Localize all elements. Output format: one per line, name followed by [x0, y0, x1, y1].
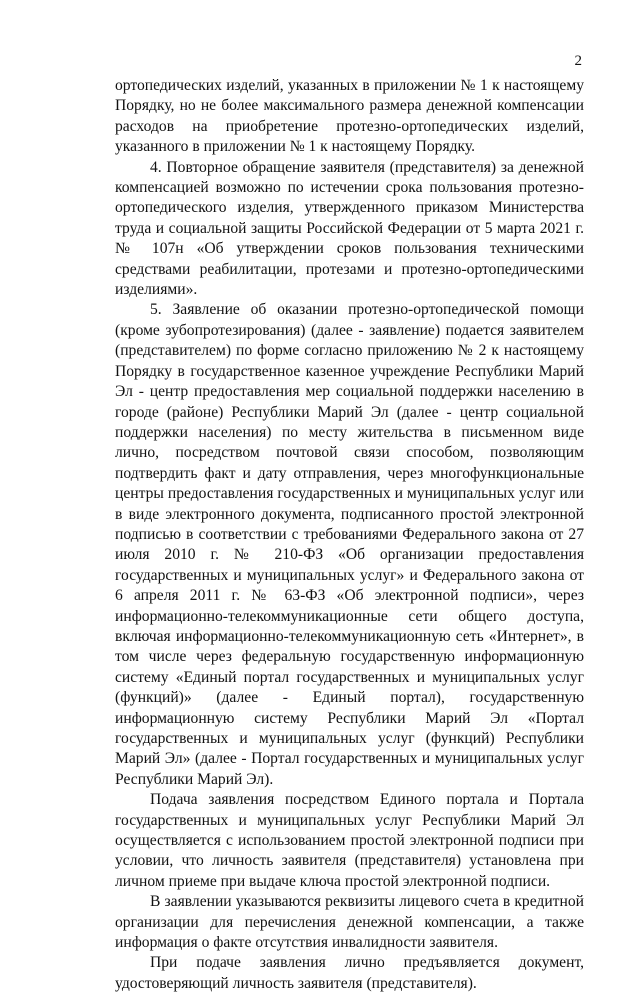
paragraph-account-requisites: В заявлении указываются реквизиты лицевого счета в кредитной организации для перечисления денежной компенсации, а также информация о факте отсутствия инвалидности заявителя. — [115, 893, 584, 952]
paragraph-portal-submission: Подача заявления посредством Единого портала и Портала государственных и муниципальных услуг Республики Марий Эл осуществляется с использованием простой электронной подписи при условии, что личность заявителя (представителя) установлена при личном приеме при выдаче ключа простой электронной подписи. — [115, 791, 584, 890]
paragraph-continuation: ортопедических изделий, указанных в приложении № 1 к настоящему Порядку, но не более максимального размера денежной компенсации расходов на приобретение протезно-ортопедических изделий, указанного в приложении № 1 к настоящему Порядку. — [115, 77, 584, 156]
paragraph-item-4: 4. Повторное обращение заявителя (представителя) за денежной компенсацией возможно по истечении срока пользования протезно-ортопедического изделия, утвержденного приказом Министерства труда и социальной защиты Российской Федерации от 5 марта 2021 г. № 107н «Об утверждении сроков пользования техническими средствами реабилитации, протезами и протезно-ортопедическими изделиями». — [115, 158, 584, 299]
paragraph-item-5: 5. Заявление об оказании протезно-ортопедической помощи (кроме зубопротезирования) (далее - заявление) подается заявителем (представителем) по форме согласно приложению № 2 к настоящему Порядку в государственное казенное учреждение Республики Марий Эл - центр предоставления мер социальной поддержки населению в городе (районе) Республики Марий Эл (далее - центр социальной поддержки населения) по месту жительства в письменном виде лично, посредством почтовой связи способом, позволяющим подтвердить факт и дату отправления, через многофункциональные центры предоставления государственных и муниципальных услуг или в виде электронного документа, подписанного простой электронной подписью в соответствии с требованиями Федерального закона от 27 июля 2010 г. № 210-ФЗ «Об организации предоставления государственных и муниципальных услуг» и Федерального закона от 6 апреля 2011 г. № 63-ФЗ «Об электронной подписи», через информационно-телекоммуникационные сети общего доступа, включая информационно-телекоммуникационную сеть «Интернет», в том числе через федеральную государственную информационную систему «Единый портал государственных и муниципальных услуг (функций)» (далее - Единый портал), государственную информационную систему Республики Марий Эл «Портал государственных и муниципальных услуг (функций) Республики Марий Эл» (далее - Портал государственных и муниципальных услуг Республики Марий Эл). — [115, 301, 584, 788]
paragraph-identity-document: При подаче заявления лично предъявляется документ, удостоверяющий личность заявителя (представителя). — [115, 954, 584, 992]
page-number: 2 — [574, 53, 582, 69]
document-body — [115, 76, 584, 994]
